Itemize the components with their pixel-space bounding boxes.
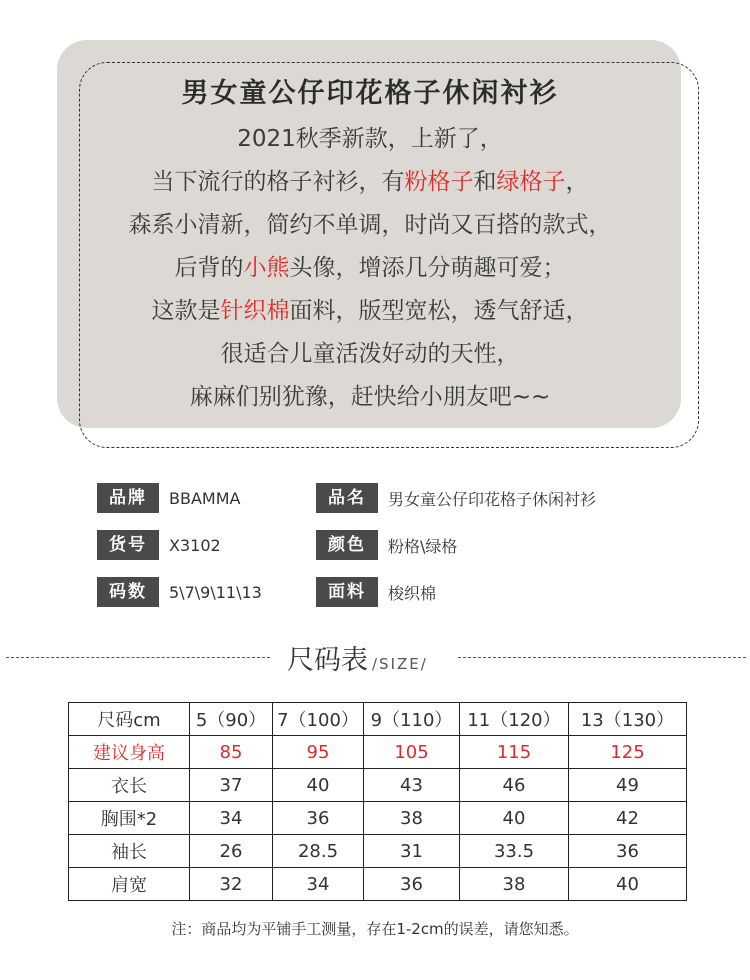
intro-line-4-end: 头像，增添几分萌趣可爱；	[289, 255, 566, 281]
table-cell: 42	[569, 802, 687, 835]
spec-brand-value: BBAMMA	[169, 488, 241, 508]
table-cell: 34	[273, 868, 364, 901]
intro-line-2-and: 和	[473, 169, 497, 195]
table-cell: 13（130）	[569, 703, 687, 736]
size-chart-title	[287, 638, 428, 677]
table-cell: 38	[460, 868, 569, 901]
table-cell: 衣长	[69, 769, 190, 802]
table-cell: 11（120）	[460, 703, 569, 736]
spec-name	[316, 483, 596, 513]
table-row	[69, 835, 687, 868]
table-row	[69, 802, 687, 835]
spec-brand	[97, 483, 240, 513]
divider-right	[458, 657, 746, 658]
table-cell: 31	[364, 835, 460, 868]
table-cell: 36	[364, 868, 460, 901]
spec-sku	[97, 530, 221, 560]
spec-color	[316, 530, 457, 560]
table-cell: 95	[273, 736, 364, 769]
table-cell: 40	[273, 769, 364, 802]
intro-line-5	[60, 290, 680, 333]
table-cell: 32	[190, 868, 273, 901]
table-cell: 肩宽	[69, 868, 190, 901]
size-chart-header	[0, 636, 750, 676]
table-cell: 33.5	[460, 835, 569, 868]
intro-line-4	[60, 247, 680, 290]
spec-size-label: 码数	[97, 577, 159, 607]
table-cell: 36	[569, 835, 687, 868]
size-chart-subtitle: /SIZE/	[372, 655, 428, 673]
table-cell: 26	[190, 835, 273, 868]
intro-line-2	[60, 161, 680, 204]
intro-text	[60, 70, 680, 419]
measurement-note: 注：商品均为平铺手工测量，存在1-2cm的误差，请您知悉。	[171, 920, 579, 938]
intro-line-5-end: 面料，版型宽松，透气舒适，	[289, 298, 589, 324]
spec-name-value: 男女童公仔印花格子休闲衬衫	[388, 489, 597, 509]
table-cell: 46	[460, 769, 569, 802]
spec-color-label: 颜色	[316, 530, 378, 560]
spec-sku-label: 货号	[97, 530, 159, 560]
table-cell: 胸围*2	[69, 802, 190, 835]
spec-color-value: 粉格\绿格	[388, 536, 458, 556]
table-cell: 125	[569, 736, 687, 769]
table-cell: 9（110）	[364, 703, 460, 736]
table-header-row	[69, 703, 687, 736]
divider-left	[6, 657, 270, 658]
intro-line-3: 森系小清新，简约不单调，时尚又百搭的款式，	[128, 212, 612, 238]
table-cell: 7（100）	[273, 703, 364, 736]
table-cell: 28.5	[273, 835, 364, 868]
spec-brand-label: 品牌	[97, 483, 159, 513]
table-row	[69, 868, 687, 901]
intro-line-4-text: 后背的	[174, 255, 244, 281]
product-title: 男女童公仔印花格子休闲衬衫	[181, 78, 559, 109]
intro-line-7: 麻麻们别犹豫，赶快给小朋友吧~~	[189, 384, 551, 410]
table-cell: 49	[569, 769, 687, 802]
spec-sku-value: X3102	[169, 535, 221, 555]
table-cell: 40	[460, 802, 569, 835]
spec-size	[97, 577, 262, 607]
table-cell: 115	[460, 736, 569, 769]
size-table	[68, 702, 687, 901]
spec-name-label: 品名	[316, 483, 378, 513]
table-row	[69, 736, 687, 769]
highlight-fabric: 针织棉	[220, 298, 290, 324]
table-cell: 38	[364, 802, 460, 835]
spec-size-value: 5\7\9\11\13	[169, 582, 262, 602]
spec-fabric-value: 梭织棉	[388, 583, 437, 603]
table-cell: 40	[569, 868, 687, 901]
table-cell: 尺码cm	[69, 703, 190, 736]
table-cell: 85	[190, 736, 273, 769]
highlight-bear: 小熊	[243, 255, 290, 281]
table-row	[69, 769, 687, 802]
table-cell: 袖长	[69, 835, 190, 868]
highlight-green-check: 绿格子	[496, 169, 566, 195]
intro-line-1: 2021秋季新款，上新了，	[237, 126, 503, 152]
table-cell: 105	[364, 736, 460, 769]
intro-line-2-end: ，	[565, 169, 589, 195]
spec-fabric-label: 面料	[316, 577, 378, 607]
intro-line-5-text: 这款是	[151, 298, 221, 324]
size-chart-title-text: 尺码表	[287, 645, 368, 676]
intro-line-6: 很适合儿童活泼好动的天性，	[220, 341, 520, 367]
highlight-pink-check: 粉格子	[404, 169, 474, 195]
table-cell: 37	[190, 769, 273, 802]
spec-fabric	[316, 577, 436, 607]
table-cell: 34	[190, 802, 273, 835]
table-cell: 36	[273, 802, 364, 835]
intro-line-2-text: 当下流行的格子衬衫，有	[151, 169, 405, 195]
table-cell: 43	[364, 769, 460, 802]
table-cell: 5（90）	[190, 703, 273, 736]
table-cell: 建议身高	[69, 736, 190, 769]
